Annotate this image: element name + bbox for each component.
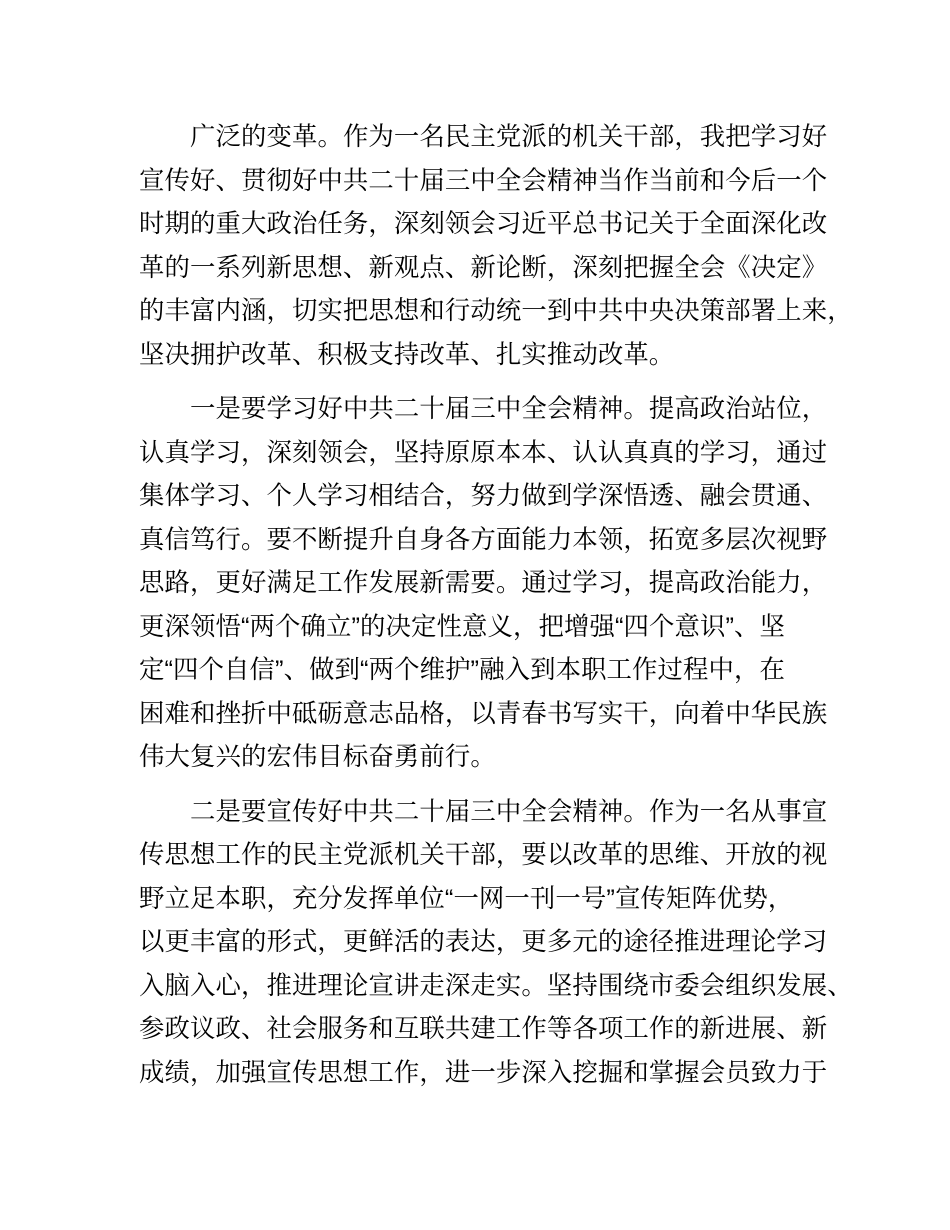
text-line: 广泛的变革。作为一名民主党派的机关干部，我把学习好 <box>190 123 828 151</box>
text-line: 二是要宣传好中共二十届三中全会精神。作为一名从事宣 <box>190 797 828 826</box>
paragraph-3 <box>139 791 899 1096</box>
text-line: 参政议政、社会服务和互联共建工作等各项工作的新进展、新 <box>139 1015 828 1043</box>
paragraph-2 <box>139 388 899 780</box>
text-line: 的丰富内涵，切实把思想和行动统一到中共中央决策部署上来， <box>139 297 853 325</box>
text-line: 入脑入心，推进理论宣讲走深走实。坚持围绕市委会组织发展、 <box>139 971 853 1000</box>
text-line: 认真学习，深刻领会，坚持原原本本、认认真真的学习，通过 <box>139 438 828 467</box>
text-line: 革的一系列新思想、新观点、新论断，深刻把握全会《决定》 <box>139 253 828 282</box>
paragraph-1 <box>139 116 899 377</box>
text-line: 定“四个自信”、做到“两个维护”融入到本职工作过程中，在 <box>139 656 785 684</box>
text-line: 更深领悟“两个确立”的决定性意义，把增强“四个意识”、坚 <box>139 612 785 641</box>
text-line: 一是要学习好中共二十届三中全会精神。提高政治站位， <box>190 395 828 423</box>
text-line: 集体学习、个人学习相结合，努力做到学深悟透、融会贯通、 <box>139 482 828 510</box>
text-line: 伟大复兴的宏伟目标奋勇前行。 <box>139 743 496 771</box>
text-line: 宣传好、贯彻好中共二十届三中全会精神当作当前和今后一个 <box>139 166 828 195</box>
text-line: 野立足本职，充分发挥单位“一网一刊一号”宣传矩阵优势， <box>139 884 794 913</box>
text-line: 思路，更好满足工作发展新需要。通过学习，提高政治能力， <box>139 569 828 597</box>
text-line: 真信笃行。要不断提升自身各方面能力本领，拓宽多层次视野 <box>139 525 828 554</box>
text-line: 以更丰富的形式，更鲜活的表达，更多元的途径推进理论学习 <box>139 928 828 956</box>
document-body <box>139 116 899 1106</box>
text-line: 坚决拥护改革、积极支持改革、扎实推动改革。 <box>139 340 675 369</box>
text-line: 困难和挫折中砥砺意志品格，以青春书写实干，向着中华民族 <box>139 699 828 728</box>
text-line: 传思想工作的民主党派机关干部，要以改革的思维、开放的视 <box>139 841 828 869</box>
text-line: 时期的重大政治任务，深刻领会习近平总书记关于全面深化改 <box>139 210 828 238</box>
text-line: 成绩，加强宣传思想工作，进一步深入挖掘和掌握会员致力于 <box>139 1058 828 1087</box>
